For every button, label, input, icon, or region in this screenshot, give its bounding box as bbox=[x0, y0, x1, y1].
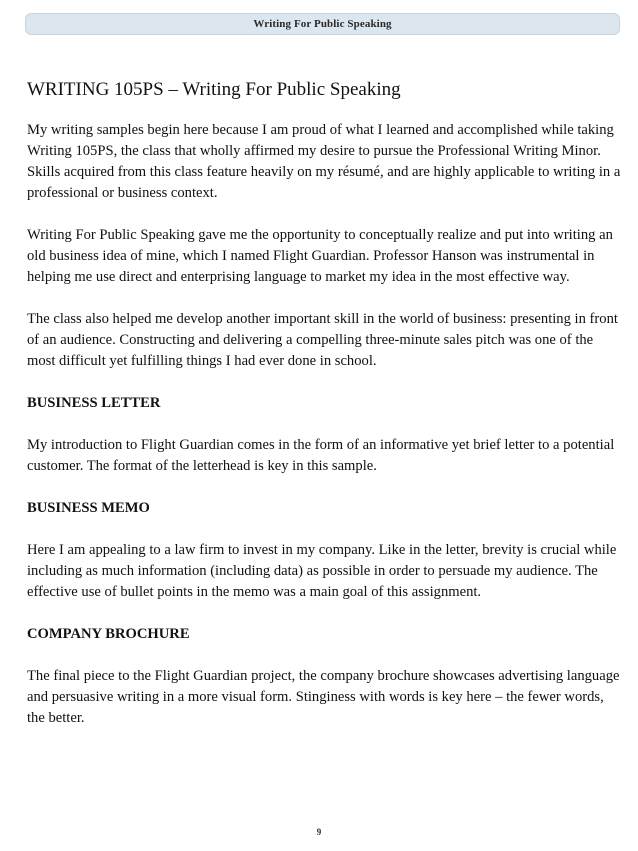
page-title: WRITING 105PS – Writing For Public Speaking bbox=[27, 79, 401, 100]
intro-paragraph-2: Writing For Public Speaking gave me the opportunity to conceptually realize and put into writing an old business idea of mine, which I named Flight Guardian. Professor Hanson was instrumental in helping me use direct and enterprising language to market my idea in the most effective way. bbox=[27, 227, 613, 285]
intro-paragraph-1: My writing samples begin here because I am proud of what I learned and accomplished while taking Writing 105PS, the class that wholly affirmed my desire to pursue the Professional Writing Minor. Skills acquired from this class feature heavily on my résumé, and are highly applicable to writing in a professional or business context. bbox=[27, 122, 621, 201]
page-header bbox=[25, 13, 620, 35]
section-business-letter bbox=[27, 393, 622, 477]
section-business-memo bbox=[27, 498, 622, 603]
intro-paragraph-3: The class also helped me develop another important skill in the world of business: presenting in front of an audience. Constructing and delivering a compelling three-minute sales pitch was one of the most difficult yet fulfilling things I had ever done in school. bbox=[27, 311, 618, 369]
main-content bbox=[27, 78, 622, 750]
section-company-brochure bbox=[27, 624, 622, 729]
section-heading: BUSINESS LETTER bbox=[27, 395, 161, 411]
page-number: 9 bbox=[316, 827, 322, 837]
section-heading: COMPANY BROCHURE bbox=[27, 626, 190, 642]
header-title: Writing For Public Speaking bbox=[253, 18, 392, 30]
section-body: The final piece to the Flight Guardian project, the company brochure showcases advertising language and persuasive writing in a more visual form. Stinginess with words is key here – the fewer words, the better. bbox=[27, 668, 620, 726]
section-body: My introduction to Flight Guardian comes in the form of an informative yet brief letter to a potential customer. The format of the letterhead is key in this sample. bbox=[27, 437, 615, 474]
section-body: Here I am appealing to a law firm to invest in my company. Like in the letter, brevity is crucial while including as much information (including data) as possible in order to persuade my audience. The effective use of bullet points in the memo was a main goal of this assignment. bbox=[27, 542, 617, 600]
section-heading: BUSINESS MEMO bbox=[27, 500, 150, 516]
